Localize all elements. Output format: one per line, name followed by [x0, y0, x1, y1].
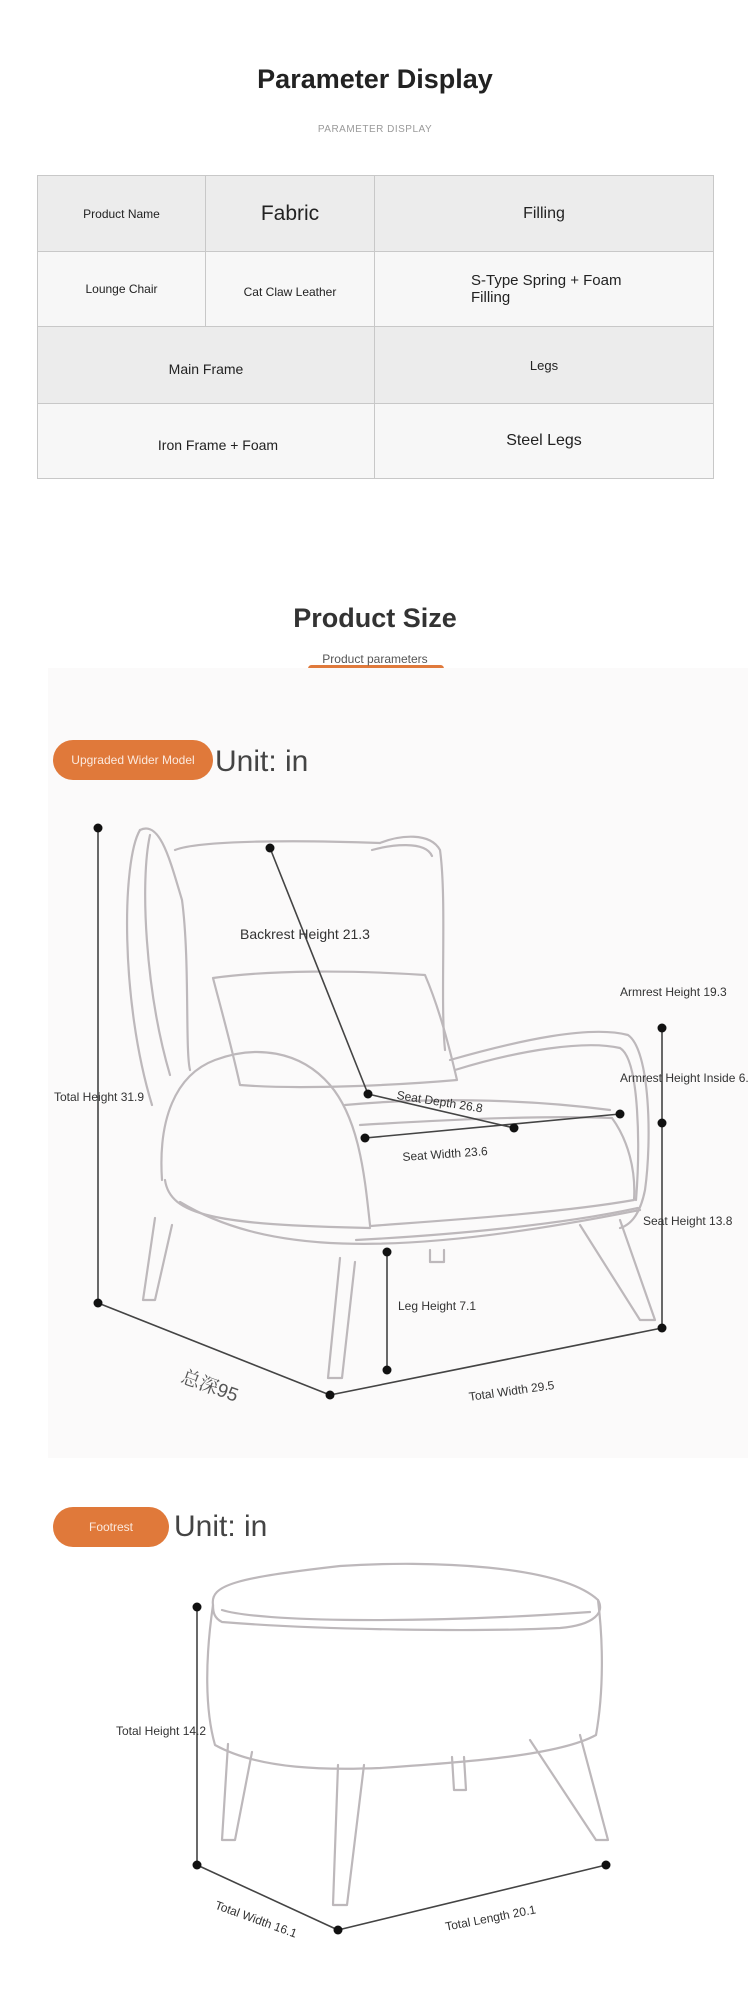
product-size-subtitle: Product parameters [322, 652, 428, 666]
chair-unit-label: Unit: in [215, 745, 309, 778]
product-size-title: Product Size [293, 603, 457, 633]
total-height-label: Total Height 31.9 [54, 1090, 145, 1104]
armrest-height-inside-label: Armrest Height Inside 6. [620, 1071, 749, 1085]
footrest-total-length-label: Total Length 20.1 [444, 1902, 538, 1934]
table-cell: Steel Legs [375, 404, 714, 479]
total-width-label: Total Width 29.5 [468, 1378, 556, 1404]
footrest-total-height-label: Total Height 14.2 [116, 1724, 207, 1738]
footrest-unit-label: Unit: in [174, 1510, 268, 1543]
table-cell: Cat Claw Leather [206, 252, 375, 327]
table-cell: Lounge Chair [38, 252, 206, 327]
parameter-display-subtitle: PARAMETER DISPLAY [317, 124, 433, 135]
footrest-badge: Footrest [53, 1507, 169, 1547]
seat-depth-label: Seat Depth 26.8 [395, 1088, 484, 1116]
seat-width-label: Seat Width 23.6 [402, 1144, 489, 1164]
table-cell: Product Name [38, 176, 206, 252]
total-depth-label: 总深95 [178, 1366, 241, 1407]
table-cell: Filling [375, 176, 714, 252]
parameter-display-title: Parameter Display [257, 64, 493, 94]
upgraded-model-badge: Upgraded Wider Model [53, 740, 213, 780]
table-cell: Fabric [206, 176, 375, 252]
footrest-total-width-label: Total Width 16.1 [213, 1898, 299, 1941]
table-cell: Main Frame [38, 327, 375, 404]
armrest-height-label: Armrest Height 19.3 [620, 985, 727, 999]
table-cell: S-Type Spring + Foam Filling [375, 252, 714, 327]
leg-height-label: Leg Height 7.1 [398, 1299, 477, 1313]
table-cell: Legs [375, 327, 714, 404]
backrest-height-label: Backrest Height 21.3 [240, 926, 370, 942]
seat-height-label: Seat Height 13.8 [643, 1214, 733, 1228]
table-cell: Iron Frame + Foam [38, 404, 375, 479]
